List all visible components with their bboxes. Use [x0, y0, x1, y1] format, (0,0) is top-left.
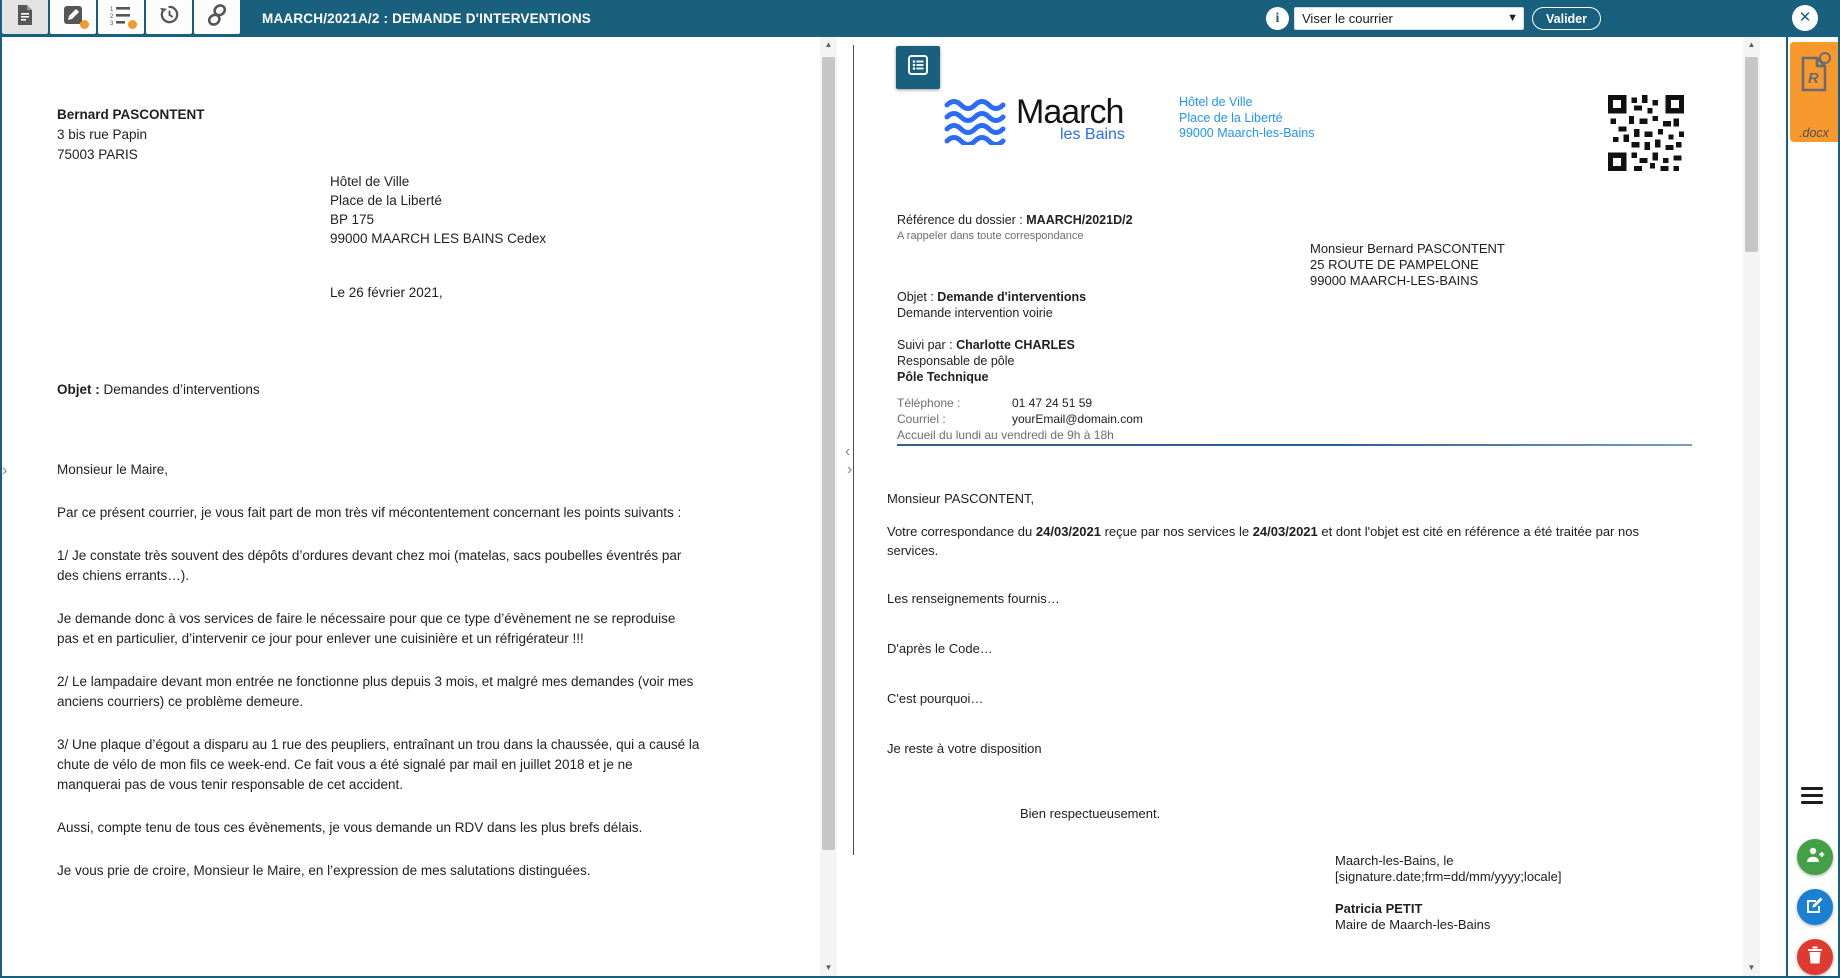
recipient-line: 25 ROUTE DE PAMPELONE — [1310, 257, 1479, 272]
chevron-down-icon: ▼ — [1507, 12, 1518, 24]
right-pane-scrollbar[interactable] — [1743, 37, 1760, 976]
salutation: Monsieur le Maire, — [57, 462, 169, 477]
letter-paragraph: Je demande donc à vos services de faire le nécessaire pour que ce type d’évènement ne se reproduise pas et en particulier, d’intervenir ce jour pour enlever une cuisinière et un réfrigérateur !!! — [57, 611, 676, 646]
email-label: Courriel : — [897, 412, 946, 426]
svg-text:2: 2 — [110, 13, 114, 20]
letter-paragraph: Par ce présent courrier, je vous fait part de mon très vif mécontentement concernant les points suivants : — [57, 505, 682, 520]
maarch-logo-subtext: les Bains — [1060, 126, 1125, 143]
trash-icon — [1807, 946, 1823, 969]
left-pane-expander[interactable]: › — [2, 462, 8, 479]
right-strip-separator — [1786, 37, 1788, 978]
attachments-list-button[interactable] — [896, 46, 940, 89]
handler-role: Responsable de pôle — [897, 354, 1015, 368]
recipient-line: BP 175 — [330, 212, 375, 227]
subject-label: Objet : — [57, 382, 100, 397]
history-tab-button[interactable] — [146, 0, 192, 34]
delete-response-button[interactable] — [1797, 939, 1833, 975]
attachment-extension: .docx — [1799, 126, 1829, 140]
document-icon — [15, 4, 35, 31]
svg-text:1: 1 — [110, 6, 114, 13]
response-subject-block — [897, 289, 1086, 321]
action-select-value: Viser le courrier — [1302, 11, 1393, 26]
letterhead-address-line: 99000 Maarch-les-Bains — [1179, 126, 1315, 140]
page-left-edge — [853, 45, 854, 855]
letter-paragraph: Aussi, compte tenu de tous ces évènements, je vous demande un RDV dans les plus brefs délais. — [57, 820, 643, 835]
divider-collapse-left[interactable]: ‹ — [845, 443, 851, 460]
attachment-docx-tab[interactable] — [1790, 42, 1838, 142]
response-document-icon — [1799, 52, 1831, 101]
recipient-line: Hôtel de Ville — [330, 174, 410, 189]
list-panel-icon — [906, 53, 930, 82]
letter-paragraph: Je vous prie de croire, Monsieur le Maire, en l’expression de mes salutations distinguées. — [57, 863, 591, 878]
maarch-logo-waves-icon — [944, 97, 1014, 150]
add-contact-button[interactable] — [1797, 839, 1833, 875]
sender-address-line: 3 bis rue Papin — [57, 127, 148, 142]
subject-line — [57, 380, 260, 400]
page-title: MAARCH/2021A/2 : DEMANDE D'INTERVENTIONS — [262, 11, 592, 26]
maarch-logo-text: Maarch — [1016, 93, 1124, 131]
letter-body — [57, 460, 700, 904]
response-body — [887, 489, 1684, 758]
window-border-left — [0, 37, 2, 978]
handler-block — [897, 337, 1075, 385]
signature-place: Maarch-les-Bains, le — [1335, 853, 1454, 868]
scroll-down-arrow[interactable]: ▼ — [1747, 963, 1756, 972]
divider-collapse-right[interactable]: › — [847, 461, 853, 478]
closing-formula: Bien respectueusement. — [1020, 806, 1161, 821]
phone-label: Téléphone : — [897, 396, 961, 410]
info-icon[interactable]: i — [1266, 7, 1289, 30]
salutation: Monsieur PASCONTENT, — [887, 491, 1035, 506]
notification-dot — [128, 20, 137, 29]
recipient-block — [330, 172, 546, 248]
edit-square-icon — [1806, 896, 1824, 919]
signatory-title: Maire de Maarch-les-Bains — [1335, 917, 1491, 932]
recipient-line: 99000 MAARCH LES BAINS Cedex — [330, 231, 547, 246]
response-paragraph: Je reste à votre disposition — [887, 741, 1042, 756]
response-paragraph: C'est pourquoi… — [887, 691, 984, 706]
scroll-down-arrow[interactable]: ▼ — [824, 963, 833, 972]
history-icon — [159, 4, 180, 30]
close-icon: ✕ — [1798, 9, 1812, 26]
scrollbar-thumb[interactable] — [822, 57, 835, 850]
handler-name: Charlotte CHARLES — [956, 338, 1075, 352]
letterhead-address — [1179, 95, 1315, 142]
sender-block — [57, 105, 205, 165]
validate-button[interactable]: Valider — [1532, 7, 1601, 30]
subject-note: Demande intervention voirie — [897, 306, 1053, 320]
handler-department: Pôle Technique — [897, 370, 989, 384]
annotation-tab-button[interactable] — [50, 0, 96, 34]
notification-dot — [80, 20, 89, 29]
signature-block — [1335, 901, 1490, 933]
scrollbar-thumb[interactable] — [1745, 57, 1758, 252]
letterhead-divider — [897, 444, 1692, 446]
scroll-up-arrow[interactable]: ▲ — [824, 40, 833, 49]
signatory-name: Patricia PETIT — [1335, 901, 1423, 916]
signature-date-field: [signature.date;frm=dd/mm/yyyy;locale] — [1335, 869, 1562, 884]
link-tab-button[interactable] — [194, 0, 240, 34]
link-icon — [207, 4, 227, 31]
reference-note: A rappeler dans toute correspondance — [897, 230, 1084, 242]
intro-paragraph: Votre correspondance du 24/03/2021 reçue par nos services le 24/03/2021 et dont l'objet est cité en référence a été traitée par nos services. — [887, 524, 1639, 558]
sender-name: Bernard PASCONTENT — [57, 107, 205, 122]
subject-value: Demande d'interventions — [937, 290, 1087, 304]
reference-value: MAARCH/2021D/2 — [1026, 213, 1133, 227]
phone-value: 01 47 24 51 59 — [1012, 396, 1093, 410]
scroll-up-arrow[interactable]: ▲ — [1747, 40, 1756, 49]
email-value: yourEmail@domain.com — [1012, 412, 1143, 426]
qr-code — [1608, 95, 1684, 176]
document-tab-button[interactable] — [2, 0, 48, 34]
response-paragraph: Les renseignements fournis… — [887, 591, 1060, 606]
left-pane-scrollbar[interactable] — [820, 37, 837, 976]
handler-label: Suivi par : — [897, 338, 957, 352]
sender-address-line: 75003 PARIS — [57, 147, 138, 162]
recipient-line: Place de la Liberté — [330, 193, 442, 208]
letter-paragraph: 1/ Je constate très souvent des dépôts d’ordures devant chez moi (matelas, sacs poubelles éventrés par des chiens errants…). — [57, 548, 682, 583]
person-add-icon — [1805, 845, 1825, 870]
letter-date: Le 26 février 2021, — [330, 285, 443, 300]
response-recipient-block — [1310, 241, 1505, 289]
letter-paragraph: 3/ Une plaque d’égout a disparu au 1 rue des peupliers, entraînant un trou dans la chaussée, qui a causé la chute de vélo de mon fils ce week-end. Ce fait vous a été signalé par mail en juillet 2018 et je ne manquerai pas de vous tenir responsable de cet accident. — [57, 737, 700, 792]
opening-hours: Accueil du lundi au vendredi de 9h à 18h — [897, 428, 1114, 442]
menu-icon — [1801, 787, 1823, 790]
recipient-line: 99000 MAARCH-LES-BAINS — [1310, 273, 1479, 288]
response-paragraph: D'après le Code… — [887, 641, 993, 656]
letter-paragraph: 2/ Le lampadaire devant mon entrée ne fonctionne plus depuis 3 mois, et malgré mes demandes (voir mes anciens courriers) ce problème demeure. — [57, 674, 694, 709]
contact-block — [897, 395, 1143, 443]
listing-tab-button[interactable] — [98, 0, 144, 34]
topbar — [0, 0, 1840, 37]
recipient-line: Monsieur Bernard PASCONTENT — [1310, 241, 1505, 256]
signature-place-block — [1335, 853, 1562, 885]
subject-value: Demandes d’interventions — [103, 382, 260, 397]
action-select[interactable] — [1294, 7, 1524, 30]
close-button[interactable] — [1792, 5, 1818, 31]
edit-response-button[interactable] — [1797, 889, 1833, 925]
svg-text:R: R — [1808, 70, 1819, 87]
subject-label: Objet : — [897, 290, 938, 304]
svg-text:3: 3 — [110, 20, 114, 25]
reference-label: Référence du dossier : — [897, 213, 1027, 227]
letterhead-address-line: Place de la Liberté — [1179, 110, 1283, 125]
letterhead-address-line: Hôtel de Ville — [1179, 95, 1253, 109]
